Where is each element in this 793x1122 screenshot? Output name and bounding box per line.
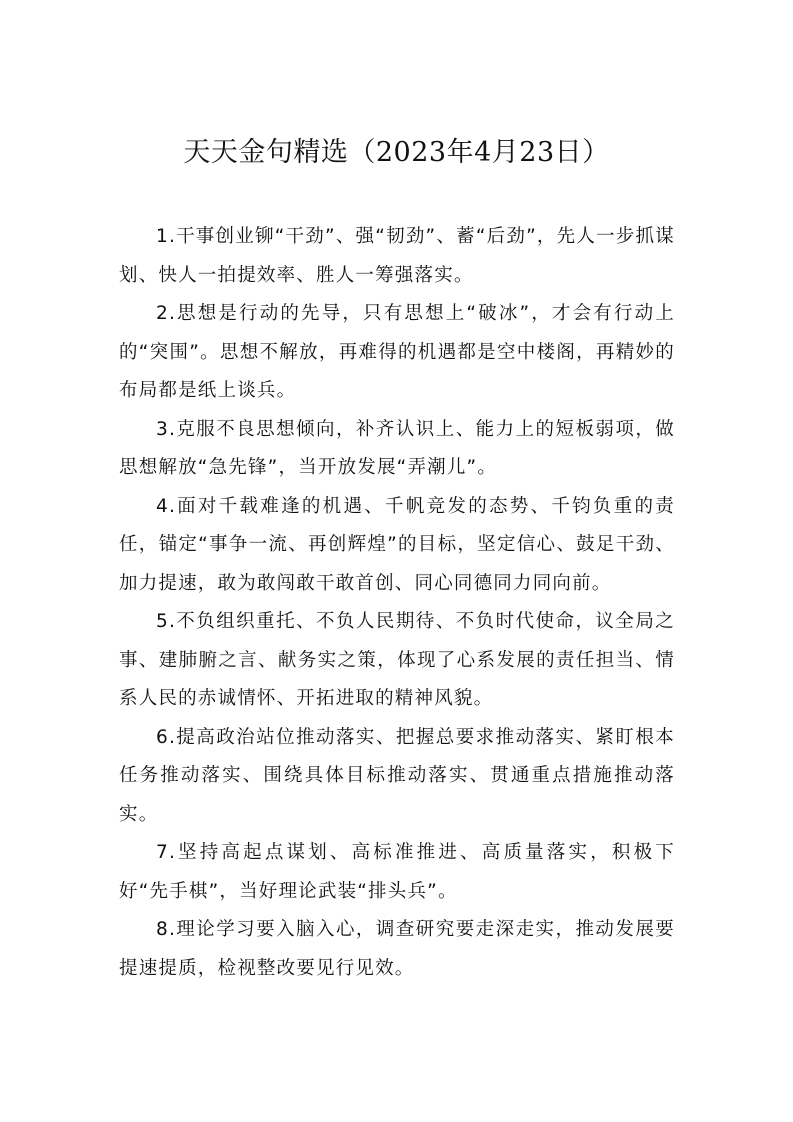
quote-paragraph-6: 6.提高政治站位推动落实、把握总要求推动落实、紧盯根本任务推动落实、围绕具体目标推动落实、贯通重点措施推动落实。: [119, 726, 675, 825]
quote-paragraph-2: 2.思想是行动的先导，只有思想上“破冰”，才会有行动上的“突围”。思想不解放，再难得的机遇都是空中楼阁，再精妙的布局都是纸上谈兵。: [119, 303, 675, 401]
quote-paragraph-8: 8.理论学习要入脑入心，调查研究要走深走实，推动发展要提速提质，检视整改要见行见效。: [119, 919, 675, 979]
quote-paragraph-4: 4.面对千载难逢的机遇、千帆竞发的态势、千钧负重的责任，锚定“事争一流、再创辉煌”的目标，坚定信心、鼓足干劲、加力提速，敢为敢闯敢干敢首创、同心同德同力同向前。: [119, 495, 675, 594]
quote-paragraph-3: 3.克服不良思想倾向，补齐认识上、能力上的短板弱项，做思想解放“急先锋”，当开放发展“弄潮儿”。: [119, 418, 675, 478]
document-body: [119, 218, 675, 988]
quote-paragraph-1: 1.干事创业铆“干劲”、强“韧劲”、蓄“后劲”，先人一步抓谋划、快人一拍提效率、胜人一筹强落实。: [119, 226, 675, 286]
quote-paragraph-5: 5.不负组织重托、不负人民期待、不负时代使命，议全局之事、建肺腑之言、献务实之策，体现了心系发展的责任担当、情系人民的赤诚情怀、开拓进取的精神风貌。: [119, 611, 675, 709]
page-title: 天天金句精选（2023年4月23日）: [183, 137, 610, 168]
quote-paragraph-7: 7.坚持高起点谋划、高标准推进、高质量落实，积极下好“先手棋”，当好理论武装“排头兵”。: [119, 842, 675, 902]
